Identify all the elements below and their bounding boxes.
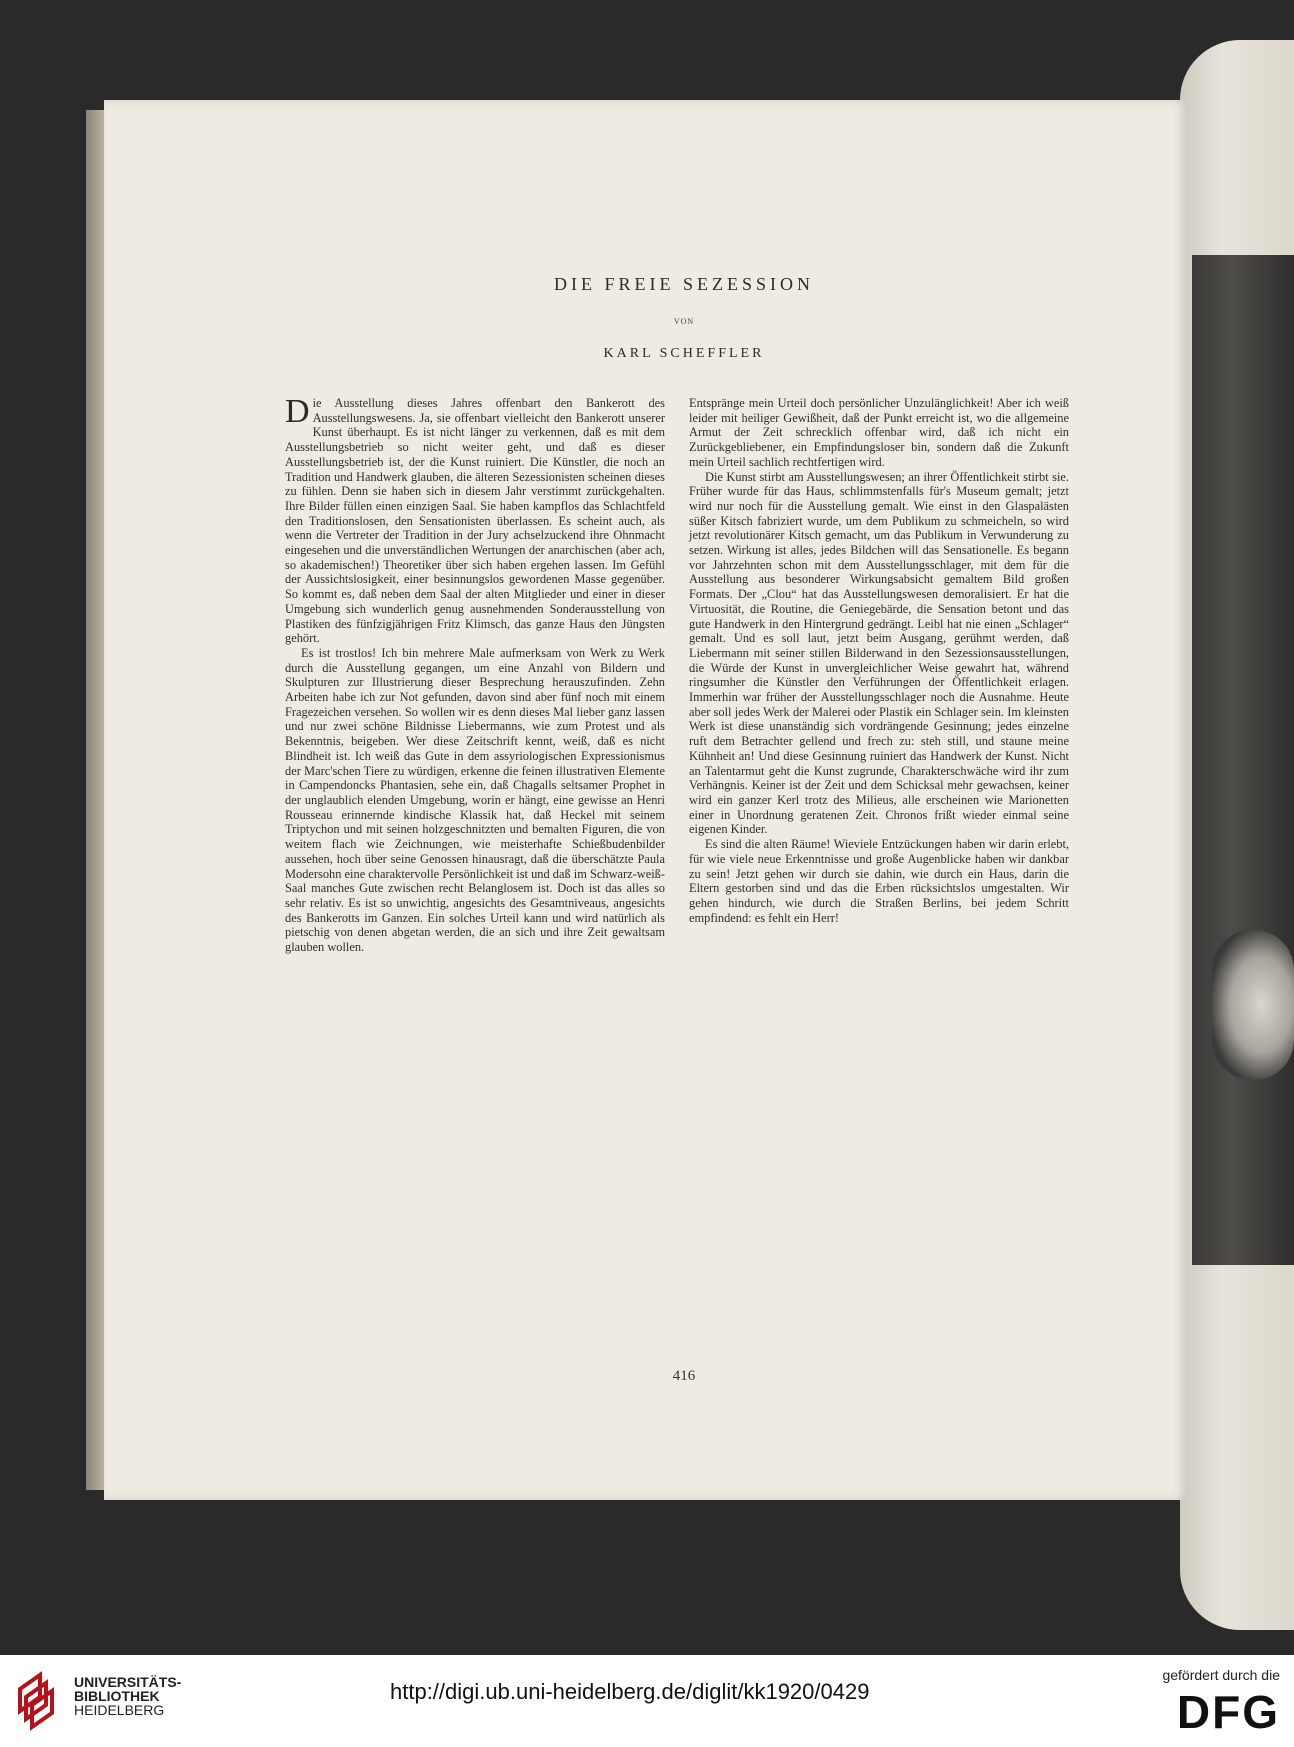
viewer-footer — [0, 1655, 1294, 1747]
university-library-logo-icon[interactable] — [14, 1667, 70, 1733]
library-name-line: BIBLIOTHEK — [74, 1688, 160, 1704]
sponsor-label: gefördert durch die — [1162, 1667, 1280, 1683]
permalink-url[interactable]: http://digi.ub.uni-heidelberg.de/diglit/kk1920/0429 — [390, 1679, 870, 1704]
paragraph-text: ie Ausstellung dieses Jahres offenbart den Bankerott des Ausstellungswesens. Ja, sie offenbart vielleicht den Bankerott unserer Kunst überhaupt. Es ist nicht länger zu verkennen, daß es mit dem Ausstellungsbetrieb so nicht weiter geht, und daß es dieser Ausstellungsbetrieb ist, der die Kunst ruiniert. Die Künstler, die noch an Tradition und Handwerk glauben, die älteren Sezessionisten scheinen dieses zu fühlen. Denn sie haben sich in diesem Jahr verstimmt zurückgehalten. Ihre Bilder füllen einen einzigen Saal. Sie haben kampflos das Schlachtfeld den Traditionslosen, den Sensationisten überlassen. Es scheint auch, als wenn die Vertreter der Tradition in der Jury achselzuckend ihre Ohnmacht eingesehen und die unverständlichen Wertungen der anarchischen (aber ach, so akademischen!) Theoretiker über sich haben ergehen lassen. Im Gefühl der Aussichtslosigkeit, einer besinnungslos gewordenen Masse gegenüber. So kommt es, daß neben dem Saal der alten Mitglieder und einer in dieser Umgebung sich wunderlich genug ausnehmenden Sonderausstellung von Plastiken des fünfzigjährigen Fritz Klimsch, das ganze Haus den Jüngsten gehört. — [285, 396, 665, 646]
article-byline-von: VON — [673, 317, 695, 326]
article-title: DIE FREIE SEZESSION — [554, 274, 814, 294]
text-column-left — [285, 393, 665, 955]
facing-plate-photograph — [1192, 255, 1294, 1265]
paragraph: Die Kunst stirbt am Ausstellungswesen; an ihrer Öffentlichkeit stirbt sie. Früher wurde für das Haus, schlimmstenfalls für's Museum gemalt; jetzt wird nur noch für die Ausstellung gemalt. Wie einst in den Glaspalästen süßer Kitsch fabriziert wurde, um dem Publikum zu schmeicheln, so wird jetzt revolutionärer Kitsch gemacht, um das Publikum in Verwunderung zu setzen. Wirkung ist alles, jedes Bildchen will das Sensationelle. Es begann vor Jahrzehnten schon mit dem Ausstellungsschlager, mit dem für die Ausstellung aus besonderer Wirkungsabsicht gemaltem Bild großen Formats. Der „Clou“ hat das Ausstellungswesen demoralisiert. Er hat die Virtuosität, die Routine, die Geniegebärde, die Sensation betont und das gute Handwerk in den Hintergrund gedrängt. Leibl hat nie einen „Schlager“ gemalt. Und es soll laut, jetzt beim Ausgang, gerühmt werden, daß Liebermann mit seiner stillen Bilderwand in den Sezessionsausstellungen, die Würde der Kunst in unvergleichlicher Weise gewahrt hat, während ringsumher die Künstler den Verführungen der Öffentlichkeit erlagen. Immerhin war früher der Ausstellungsschlager noch die Ausnahme. Heute aber soll jedes Werk der Malerei oder Plastik ein Schlager sein. Im kleinsten Werk ist diese unanständig sich vordrängende Gesinnung; jedes einzelne ruft dem Betrachter gellend und frech zu: steh still, und staune meine Kühnheit an! Und diese Gesinnung ruiniert das Handwerk der Kunst. Nicht an Talentarmut geht die Kunst zugrunde, Charakterschwäche wird ihr zum Verhängnis. Keiner ist der Zeit und dem Schicksal mehr gewachsen, keiner wird ein ganzer Kerl trotz des Milieus, alle erscheinen wie Marionetten einer in Unordnung geratenen Zeit. Chronos frißt wieder einmal seine eigenen Kinder. — [689, 469, 1069, 837]
library-name[interactable] — [74, 1675, 181, 1717]
dfg-logo[interactable]: DFG — [1176, 1686, 1280, 1738]
paragraph: Entspränge mein Urteil doch persönlicher Unzulänglichkeit! Aber ich weiß leider mit heiliger Gewißheit, daß der Punkt erreicht ist, wo die allgemeine Armut der Zeit schrecklich offenbar wird, daß ich nicht ein Zurückgebliebener, ein Empfindungsloser bin, sondern daß die Zukunft mein Urteil sachlich rechtfertigen wird. — [689, 396, 1069, 469]
facing-plate-detail — [1212, 930, 1294, 1080]
page-number: 416 — [672, 1368, 696, 1384]
library-name-line: UNIVERSITÄTS- — [74, 1674, 182, 1690]
paragraph: Es sind die alten Räume! Wieviele Entzückungen haben wir darin erlebt, für wie viele neue Erkenntnisse und große Augenblicke haben wir dankbar zu sein! Jetzt gehen wir durch sie dahin, wie durch ein Haus, darin die Eltern gestorben sind und das die Erben rücksichtslos umgestalten. Wir gehen hindurch, wie durch die Straßen Berlins, bei jedem Schritt empfindend: es fehlt ein Herr! — [689, 837, 1069, 925]
drop-cap: D — [285, 393, 310, 430]
article-author: KARL SCHEFFLER — [603, 346, 765, 361]
library-name-line: HEIDELBERG — [74, 1702, 165, 1718]
paragraph — [285, 393, 665, 646]
text-column-right — [689, 396, 1069, 925]
paragraph: Es ist trostlos! Ich bin mehrere Male aufmerksam von Werk zu Werk durch die Ausstellung gegangen, um eine Anzahl von Bildern und Skulpturen zur Illustrierung dieser Besprechung herauszufinden. Zehn Arbeiten habe ich zur Not gefunden, davon sind aber fünf noch mit einem Fragezeichen versehen. So wollen wir es denn dieses Mal lieber ganz lassen und nur zwei schöne Bildnisse Liebermanns, wie zum Protest und als Bekenntnis, beigeben. Wer diese Zeitschrift kennt, weiß, daß es nicht Blindheit ist. Ich weiß das Gute in dem assyriologischen Expressionismus der Marc'schen Tiere zu würdigen, erkenne die feinen illustrativen Elemente in Campendoncks Phantasien, sehe ein, daß Chagalls seltsamer Prophet in der unglaublich elenden Umgebung, worin er hängt, eine gewisse an Henri Rousseau erinnernde kindische Klassik hat, daß Heckel mit seinem Triptychon und mit seinen holzgeschnitzten und bemalten Figuren, die von weitem flach wie Zeichnungen, wie meisterhafte Schießbudenbilder aussehen, hoch über seine Genossen hinausragt, daß die überschätzte Paula Modersohn eine charaktervolle Persönlichkeit ist und daß im Schwarz-weiß-Saal manches Gute zwischen recht Belanglosem ist. Doch ist das alles so sehr relativ. Es ist so unwichtig, angesichts des Gesamtniveaus, angesichts des Bankerotts im Ganzen. Ein solches Urteil kann und wird natürlich als pietschig von denen abgetan werden, die an sich und ihre Zeit gewaltsam glauben wollen. — [285, 645, 665, 955]
